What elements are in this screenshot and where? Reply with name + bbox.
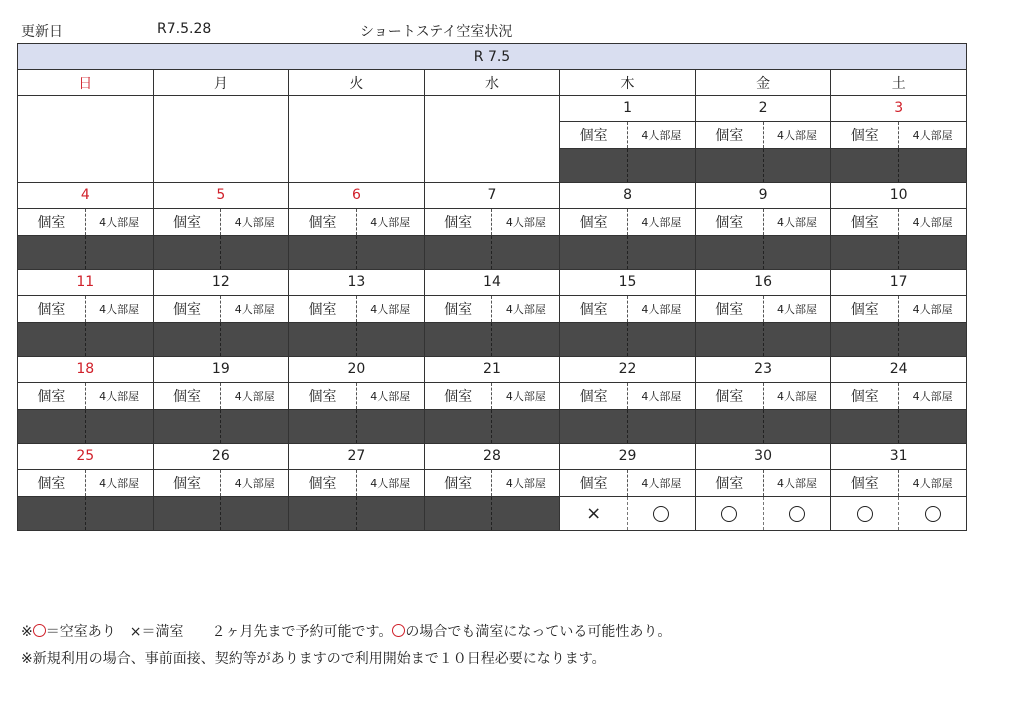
room-type-row bbox=[696, 122, 831, 149]
empty-day-cell bbox=[18, 96, 154, 183]
day-number: 19 bbox=[154, 357, 289, 383]
day-cell bbox=[18, 270, 154, 357]
single-room-status bbox=[560, 497, 628, 530]
unavailable-block bbox=[831, 323, 966, 356]
quad-room-status bbox=[628, 497, 695, 530]
day-number: 17 bbox=[831, 270, 966, 296]
room-type-row bbox=[696, 383, 831, 410]
day-number: 6 bbox=[289, 183, 424, 209]
single-room-label: 個室 bbox=[154, 470, 222, 496]
single-room-status bbox=[831, 410, 899, 443]
single-room-status bbox=[154, 410, 222, 443]
quad-room-status bbox=[221, 497, 288, 530]
day-cell bbox=[18, 357, 154, 444]
single-room-label: 個室 bbox=[560, 209, 628, 235]
unavailable-block bbox=[831, 410, 966, 443]
room-type-row bbox=[425, 470, 560, 497]
day-number: 9 bbox=[696, 183, 831, 209]
quad-room-status bbox=[899, 497, 966, 530]
quad-room-status bbox=[221, 410, 288, 443]
room-type-row bbox=[154, 296, 289, 323]
single-room-label: 個室 bbox=[18, 296, 86, 322]
quad-room-label: 4人部屋 bbox=[641, 216, 682, 229]
day-number: 24 bbox=[831, 357, 966, 383]
day-cell bbox=[695, 96, 831, 183]
single-room-label: 個室 bbox=[425, 296, 493, 322]
day-number: 4 bbox=[18, 183, 153, 209]
single-room-label: 個室 bbox=[696, 296, 764, 322]
day-cell bbox=[18, 444, 154, 531]
single-room-status bbox=[289, 323, 357, 356]
day-cell bbox=[424, 444, 560, 531]
single-room-label: 個室 bbox=[18, 383, 86, 409]
day-cell bbox=[153, 357, 289, 444]
updated-date: R7.5.28 bbox=[157, 21, 212, 37]
quad-room-status bbox=[899, 236, 966, 269]
room-type-row bbox=[560, 209, 695, 236]
quad-room-label: 4人部屋 bbox=[505, 477, 546, 490]
weekday-header: 木 bbox=[560, 70, 696, 96]
quad-room-status bbox=[221, 236, 288, 269]
quad-room-label: 4人部屋 bbox=[776, 303, 817, 316]
unavailable-block bbox=[560, 149, 695, 182]
day-number: 15 bbox=[560, 270, 695, 296]
day-cell bbox=[831, 357, 967, 444]
quad-room-label: 4人部屋 bbox=[99, 216, 140, 229]
day-number: 28 bbox=[425, 444, 560, 470]
quad-room-label: 4人部屋 bbox=[99, 390, 140, 403]
quad-room-status bbox=[492, 497, 559, 530]
day-cell bbox=[560, 270, 696, 357]
unavailable-block bbox=[18, 497, 153, 530]
day-number: 13 bbox=[289, 270, 424, 296]
single-room-status bbox=[831, 149, 899, 182]
single-room-status bbox=[560, 323, 628, 356]
weekday-header: 金 bbox=[695, 70, 831, 96]
day-number: 23 bbox=[696, 357, 831, 383]
day-cell bbox=[831, 270, 967, 357]
day-number: 16 bbox=[696, 270, 831, 296]
calendar-body bbox=[18, 96, 967, 531]
room-type-row bbox=[560, 383, 695, 410]
single-room-label: 個室 bbox=[831, 383, 899, 409]
room-type-row bbox=[289, 209, 424, 236]
unavailable-block bbox=[289, 497, 424, 530]
day-cell bbox=[695, 357, 831, 444]
single-room-label: 個室 bbox=[831, 296, 899, 322]
quad-room-label: 4人部屋 bbox=[370, 303, 411, 316]
quad-room-label: 4人部屋 bbox=[505, 216, 546, 229]
day-number: 14 bbox=[425, 270, 560, 296]
day-cell bbox=[153, 183, 289, 270]
quad-room-label: 4人部屋 bbox=[234, 477, 275, 490]
updated-label: 更新日 bbox=[21, 24, 63, 40]
vacant-circle-icon bbox=[653, 506, 669, 522]
empty-day-cell bbox=[424, 96, 560, 183]
day-number: 25 bbox=[18, 444, 153, 470]
quad-room-status bbox=[492, 410, 559, 443]
day-cell bbox=[695, 183, 831, 270]
room-type-row bbox=[18, 296, 153, 323]
day-number: 26 bbox=[154, 444, 289, 470]
unavailable-block bbox=[154, 497, 289, 530]
quad-room-label: 4人部屋 bbox=[370, 216, 411, 229]
weekday-header-row bbox=[18, 70, 967, 96]
quad-room-status bbox=[86, 236, 153, 269]
single-room-label: 個室 bbox=[425, 383, 493, 409]
single-room-label: 個室 bbox=[425, 209, 493, 235]
room-type-row bbox=[831, 383, 966, 410]
day-number: 7 bbox=[425, 183, 560, 209]
room-type-row bbox=[560, 296, 695, 323]
weekday-header: 水 bbox=[424, 70, 560, 96]
room-type-row bbox=[18, 209, 153, 236]
day-number: 21 bbox=[425, 357, 560, 383]
single-room-status bbox=[425, 323, 493, 356]
single-room-status bbox=[696, 497, 764, 530]
quad-room-label: 4人部屋 bbox=[776, 129, 817, 142]
single-room-status bbox=[289, 236, 357, 269]
quad-room-label: 4人部屋 bbox=[234, 303, 275, 316]
single-room-label: 個室 bbox=[696, 209, 764, 235]
availability-row bbox=[560, 497, 695, 530]
single-room-label: 個室 bbox=[560, 383, 628, 409]
quad-room-status bbox=[86, 410, 153, 443]
quad-room-label: 4人部屋 bbox=[641, 477, 682, 490]
single-room-label: 個室 bbox=[154, 209, 222, 235]
quad-room-label: 4人部屋 bbox=[912, 390, 953, 403]
quad-room-label: 4人部屋 bbox=[505, 390, 546, 403]
single-room-status bbox=[154, 236, 222, 269]
quad-room-label: 4人部屋 bbox=[776, 477, 817, 490]
day-cell bbox=[695, 444, 831, 531]
single-room-label: 個室 bbox=[289, 296, 357, 322]
availability-calendar bbox=[17, 43, 967, 531]
room-type-row bbox=[425, 296, 560, 323]
quad-room-status bbox=[764, 497, 831, 530]
unavailable-block bbox=[425, 236, 560, 269]
single-room-status bbox=[18, 236, 86, 269]
quad-room-label: 4人部屋 bbox=[370, 477, 411, 490]
single-room-label: 個室 bbox=[154, 296, 222, 322]
day-cell bbox=[560, 183, 696, 270]
single-room-label: 個室 bbox=[831, 209, 899, 235]
room-type-row bbox=[831, 470, 966, 497]
quad-room-status bbox=[357, 236, 424, 269]
day-number: 2 bbox=[696, 96, 831, 122]
unavailable-block bbox=[560, 410, 695, 443]
quad-room-label: 4人部屋 bbox=[912, 129, 953, 142]
quad-room-label: 4人部屋 bbox=[776, 390, 817, 403]
unavailable-block bbox=[154, 323, 289, 356]
quad-room-status bbox=[86, 323, 153, 356]
day-cell bbox=[424, 183, 560, 270]
day-cell bbox=[560, 96, 696, 183]
quad-room-status bbox=[357, 410, 424, 443]
unavailable-block bbox=[425, 497, 560, 530]
day-number: 11 bbox=[18, 270, 153, 296]
single-room-status bbox=[425, 236, 493, 269]
room-type-row bbox=[289, 470, 424, 497]
quad-room-label: 4人部屋 bbox=[99, 477, 140, 490]
day-number: 31 bbox=[831, 444, 966, 470]
quad-room-label: 4人部屋 bbox=[234, 216, 275, 229]
room-type-row bbox=[425, 383, 560, 410]
room-type-row bbox=[560, 122, 695, 149]
day-cell bbox=[153, 270, 289, 357]
single-room-label: 個室 bbox=[425, 470, 493, 496]
single-room-status bbox=[154, 497, 222, 530]
single-room-label: 個室 bbox=[289, 209, 357, 235]
quad-room-label: 4人部屋 bbox=[370, 390, 411, 403]
unavailable-block bbox=[560, 236, 695, 269]
unavailable-block bbox=[696, 236, 831, 269]
day-cell bbox=[289, 270, 425, 357]
quad-room-status bbox=[628, 149, 695, 182]
quad-room-status bbox=[764, 410, 831, 443]
single-room-status bbox=[18, 323, 86, 356]
quad-room-label: 4人部屋 bbox=[99, 303, 140, 316]
quad-room-status bbox=[221, 323, 288, 356]
empty-day-cell bbox=[153, 96, 289, 183]
single-room-status bbox=[18, 497, 86, 530]
single-room-label: 個室 bbox=[18, 470, 86, 496]
unavailable-block bbox=[289, 236, 424, 269]
single-room-label: 個室 bbox=[560, 296, 628, 322]
note-prefix: ※ bbox=[21, 624, 33, 640]
quad-room-status bbox=[764, 323, 831, 356]
day-cell bbox=[153, 444, 289, 531]
unavailable-block bbox=[696, 410, 831, 443]
quad-room-label: 4人部屋 bbox=[912, 303, 953, 316]
room-type-row bbox=[831, 122, 966, 149]
room-type-row bbox=[696, 209, 831, 236]
single-room-status bbox=[560, 410, 628, 443]
day-cell bbox=[289, 357, 425, 444]
note-new-user: ※新規利用の場合、事前面接、契約等がありますので利用開始まで１０日程必要になります。 bbox=[21, 651, 606, 667]
single-room-label: 個室 bbox=[289, 383, 357, 409]
day-number: 12 bbox=[154, 270, 289, 296]
day-number: 30 bbox=[696, 444, 831, 470]
note-legend-text: ＝空室あり ×＝満室 ２ヶ月先まで予約可能です。 bbox=[45, 624, 393, 640]
room-type-row bbox=[154, 383, 289, 410]
vacant-circle-icon bbox=[857, 506, 873, 522]
week-row bbox=[18, 96, 967, 183]
single-room-status bbox=[696, 149, 764, 182]
unavailable-block bbox=[696, 149, 831, 182]
vacant-circle-icon bbox=[392, 624, 405, 637]
month-title-row bbox=[18, 44, 967, 70]
day-cell bbox=[289, 444, 425, 531]
day-number: 22 bbox=[560, 357, 695, 383]
unavailable-block bbox=[18, 323, 153, 356]
single-room-label: 個室 bbox=[560, 122, 628, 148]
day-number: 20 bbox=[289, 357, 424, 383]
quad-room-label: 4人部屋 bbox=[505, 303, 546, 316]
single-room-label: 個室 bbox=[18, 209, 86, 235]
single-room-status bbox=[425, 497, 493, 530]
day-number: 8 bbox=[560, 183, 695, 209]
room-type-row bbox=[560, 470, 695, 497]
unavailable-block bbox=[18, 410, 153, 443]
day-number: 1 bbox=[560, 96, 695, 122]
single-room-label: 個室 bbox=[831, 122, 899, 148]
day-cell bbox=[424, 270, 560, 357]
quad-room-label: 4人部屋 bbox=[776, 216, 817, 229]
quad-room-status bbox=[357, 323, 424, 356]
weekday-header: 火 bbox=[289, 70, 425, 96]
room-type-row bbox=[831, 296, 966, 323]
unavailable-block bbox=[425, 323, 560, 356]
day-cell bbox=[831, 96, 967, 183]
week-row bbox=[18, 444, 967, 531]
quad-room-status bbox=[899, 149, 966, 182]
day-number: 3 bbox=[831, 96, 966, 122]
quad-room-label: 4人部屋 bbox=[641, 390, 682, 403]
day-number: 29 bbox=[560, 444, 695, 470]
single-room-status bbox=[831, 323, 899, 356]
day-number: 18 bbox=[18, 357, 153, 383]
single-room-label: 個室 bbox=[696, 383, 764, 409]
single-room-label: 個室 bbox=[696, 470, 764, 496]
unavailable-block bbox=[154, 236, 289, 269]
single-room-status bbox=[560, 236, 628, 269]
day-number: 10 bbox=[831, 183, 966, 209]
day-number: 5 bbox=[154, 183, 289, 209]
quad-room-label: 4人部屋 bbox=[641, 129, 682, 142]
unavailable-block bbox=[18, 236, 153, 269]
day-cell bbox=[831, 444, 967, 531]
day-cell bbox=[560, 444, 696, 531]
single-room-status bbox=[18, 410, 86, 443]
week-row bbox=[18, 183, 967, 270]
single-room-status bbox=[696, 236, 764, 269]
quad-room-status bbox=[628, 410, 695, 443]
unavailable-block bbox=[831, 149, 966, 182]
quad-room-status bbox=[628, 323, 695, 356]
day-cell bbox=[695, 270, 831, 357]
room-type-row bbox=[696, 470, 831, 497]
single-room-label: 個室 bbox=[696, 122, 764, 148]
unavailable-block bbox=[425, 410, 560, 443]
unavailable-block bbox=[289, 323, 424, 356]
unavailable-block bbox=[831, 236, 966, 269]
availability-row bbox=[696, 497, 831, 530]
full-cross-icon: × bbox=[586, 502, 602, 524]
single-room-status bbox=[289, 497, 357, 530]
room-type-row bbox=[696, 296, 831, 323]
quad-room-status bbox=[86, 497, 153, 530]
single-room-status bbox=[831, 497, 899, 530]
quad-room-status bbox=[492, 323, 559, 356]
day-cell bbox=[18, 183, 154, 270]
quad-room-status bbox=[764, 149, 831, 182]
room-type-row bbox=[154, 209, 289, 236]
quad-room-status bbox=[764, 236, 831, 269]
availability-row bbox=[831, 497, 966, 530]
single-room-label: 個室 bbox=[289, 470, 357, 496]
month-label: R 7.5 bbox=[18, 44, 967, 70]
room-type-row bbox=[18, 383, 153, 410]
quad-room-status bbox=[899, 410, 966, 443]
single-room-status bbox=[154, 323, 222, 356]
quad-room-status bbox=[357, 497, 424, 530]
quad-room-status bbox=[628, 236, 695, 269]
quad-room-label: 4人部屋 bbox=[912, 477, 953, 490]
vacant-circle-icon bbox=[721, 506, 737, 522]
weekday-header: 日 bbox=[18, 70, 154, 96]
week-row bbox=[18, 357, 967, 444]
single-room-status bbox=[831, 236, 899, 269]
single-room-status bbox=[696, 410, 764, 443]
quad-room-status bbox=[492, 236, 559, 269]
single-room-status bbox=[289, 410, 357, 443]
note-legend bbox=[21, 621, 671, 641]
quad-room-label: 4人部屋 bbox=[912, 216, 953, 229]
day-cell bbox=[289, 183, 425, 270]
weekday-header: 月 bbox=[153, 70, 289, 96]
vacant-circle-icon bbox=[33, 624, 46, 637]
room-type-row bbox=[154, 470, 289, 497]
single-room-status bbox=[560, 149, 628, 182]
quad-room-status bbox=[899, 323, 966, 356]
room-type-row bbox=[289, 383, 424, 410]
vacant-circle-icon bbox=[925, 506, 941, 522]
week-row bbox=[18, 270, 967, 357]
empty-day-cell bbox=[289, 96, 425, 183]
quad-room-label: 4人部屋 bbox=[234, 390, 275, 403]
weekday-header: 土 bbox=[831, 70, 967, 96]
vacant-circle-icon bbox=[789, 506, 805, 522]
day-cell bbox=[831, 183, 967, 270]
unavailable-block bbox=[154, 410, 289, 443]
room-type-row bbox=[425, 209, 560, 236]
day-cell bbox=[560, 357, 696, 444]
note-legend-tail: の場合でも満室になっている可能性あり。 bbox=[405, 624, 672, 640]
day-number: 27 bbox=[289, 444, 424, 470]
room-type-row bbox=[289, 296, 424, 323]
unavailable-block bbox=[289, 410, 424, 443]
page-title: ショートステイ空室状況 bbox=[360, 24, 513, 40]
quad-room-label: 4人部屋 bbox=[641, 303, 682, 316]
unavailable-block bbox=[560, 323, 695, 356]
single-room-status bbox=[425, 410, 493, 443]
day-cell bbox=[424, 357, 560, 444]
single-room-label: 個室 bbox=[831, 470, 899, 496]
unavailable-block bbox=[696, 323, 831, 356]
room-type-row bbox=[831, 209, 966, 236]
single-room-label: 個室 bbox=[560, 470, 628, 496]
single-room-status bbox=[696, 323, 764, 356]
room-type-row bbox=[18, 470, 153, 497]
single-room-label: 個室 bbox=[154, 383, 222, 409]
